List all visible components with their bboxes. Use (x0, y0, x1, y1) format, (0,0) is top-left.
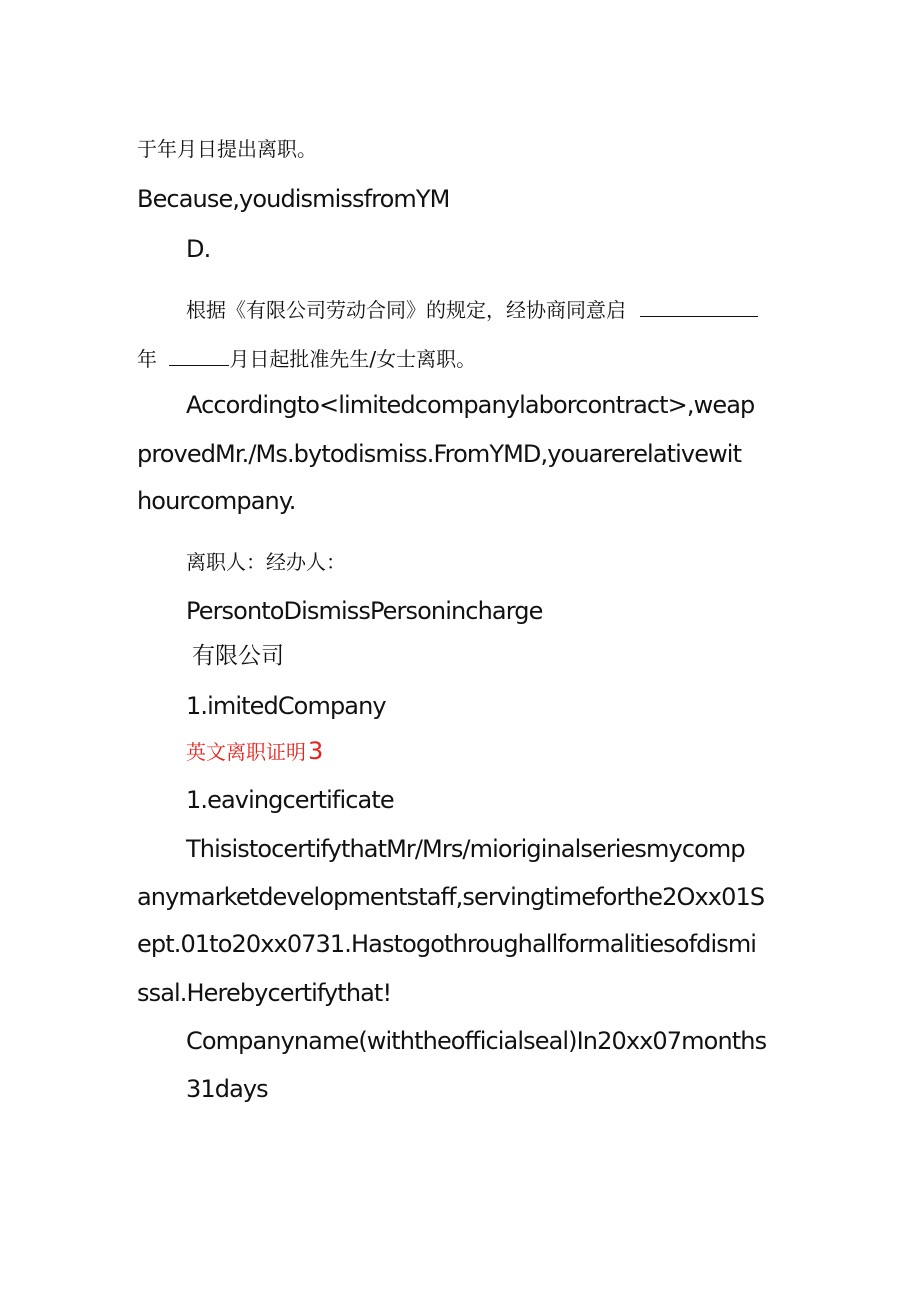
line-date-request: 于年月日提出离职。 (137, 137, 317, 161)
line-according-contract-zh-text: 根据《有限公司劳动合同》的规定，经协商同意启 (186, 298, 626, 322)
section-heading (186, 739, 323, 763)
line-company-seal: Companyname(withtheofficialseal)In20xx07months (186, 1027, 767, 1055)
line-d: D. (186, 235, 211, 263)
blank-line (640, 296, 758, 317)
line-certify-2: anymarketdevelopmentstaff,servingtimeforthe2Oxx01S (137, 883, 765, 911)
section-heading-text: 英文离职证明 (186, 740, 306, 764)
line-according-en-1: Accordingto<limitedcompanylaborcontract>,weap (186, 391, 755, 419)
line-approve-date-zh (137, 345, 476, 369)
line-according-en-3: hourcompany. (137, 487, 296, 515)
line-certify-4: ssal.Herebycertifythat! (137, 979, 392, 1007)
line-days: 31days (186, 1075, 268, 1103)
line-certify-1: ThisistocertifythatMr/Mrs/mioriginalseriesmycomp (186, 835, 745, 863)
line-company-zh: 有限公司 (192, 643, 284, 669)
line-because: Because,youdismissfromYM (137, 185, 450, 213)
line-company-en: 1.imitedCompany (186, 692, 386, 720)
section-heading-number: 3 (308, 737, 324, 765)
line-signatures-zh: 离职人：经办人： (186, 550, 346, 574)
line-leaving-certificate: 1.eavingcertificate (186, 786, 394, 814)
line-according-en-2: provedMr./Ms.bytodismiss.FromYMD,youarerelativewit (137, 440, 742, 468)
line-signatures-en: PersontoDismissPersonincharge (186, 597, 543, 625)
line-approve-text: 月日起批准先生/女士离职。 (229, 347, 477, 371)
blank-line (169, 345, 229, 366)
line-certify-3: ept.01to20xx0731.Hastogothroughallformalitiesofdismi (137, 930, 757, 958)
line-year-label: 年 (137, 347, 157, 371)
line-according-contract-zh (186, 296, 758, 320)
